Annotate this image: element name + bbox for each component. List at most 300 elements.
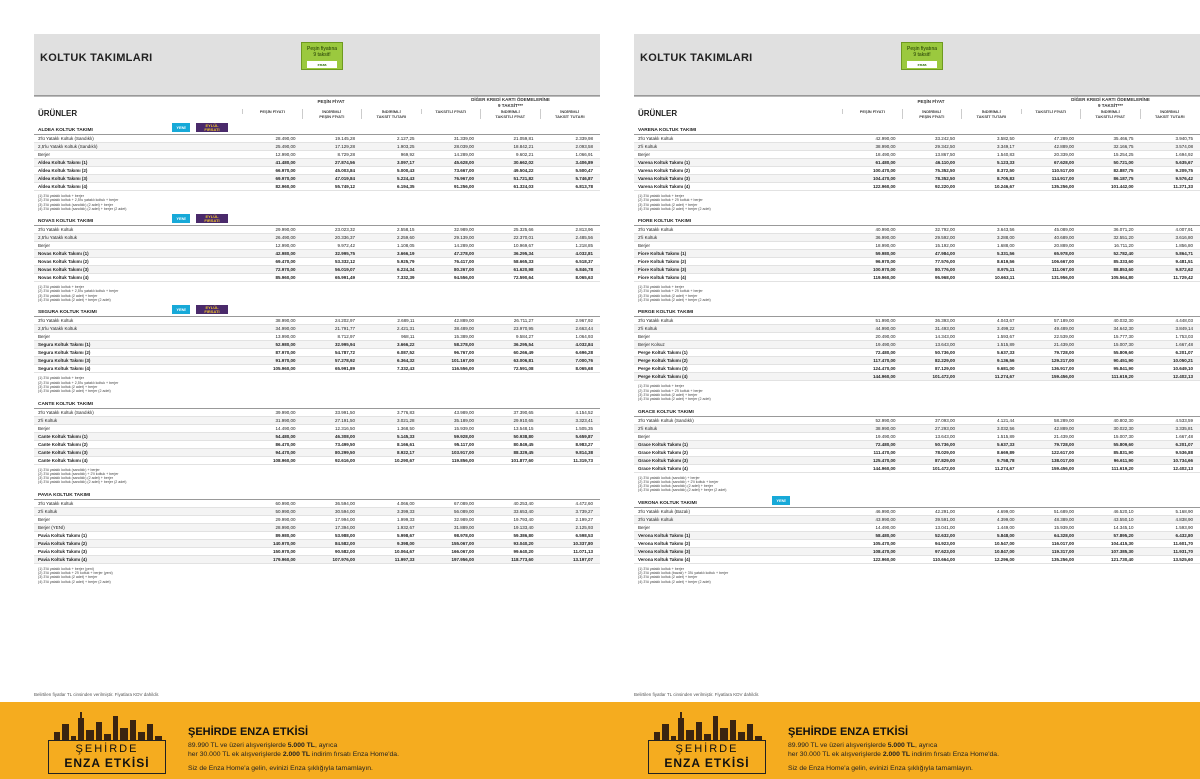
table-row [34, 234, 600, 242]
section-title: PAVIA KOLTUK TAKIMI [34, 491, 600, 500]
price-cell: 9.136,56 [996, 358, 1015, 364]
product-name: 3'lü Yataklı Koltuk [38, 318, 74, 324]
note-line: (3) 3'lü yataklı koltuk (2 adet) + berjer [38, 575, 98, 580]
price-cell: 86.470,00 [275, 441, 296, 447]
price-cell: 6.432,80 [1175, 532, 1193, 538]
price-cell: 9.536,88 [1175, 449, 1193, 455]
price-cell: 9.584,27 [515, 334, 534, 340]
price-cell: 8.619,56 [996, 259, 1015, 265]
product-name: Berjer [38, 425, 51, 431]
price-cell: 11.271,33 [1173, 184, 1193, 189]
product-section [34, 491, 600, 584]
price-cell: 19.490,00 [875, 433, 896, 439]
product-name: Cante Koltuk Takımı (1) [38, 433, 88, 439]
price-cell: 32.166,75 [1113, 144, 1134, 149]
price-cell: 1.515,89 [996, 342, 1015, 348]
price-cell: 5.848,00 [996, 532, 1015, 538]
price-cell: 3.406,89 [575, 160, 593, 165]
price-cell: 18.990,00 [875, 243, 896, 249]
price-cell: 58.289,00 [1053, 417, 1074, 423]
price-cell: 8.166,61 [396, 441, 415, 447]
note-line: (3) 3'lü yataklı koltuk (2 adet) + berjer [638, 575, 698, 580]
table-row [34, 457, 600, 465]
price-cell: 18.842,21 [513, 144, 534, 149]
product-name: Segura Koltuk Takımı (2) [38, 350, 91, 356]
price-cell: 14.490,00 [875, 524, 896, 530]
product-name: Grace Koltuk Takımı (2) [638, 449, 688, 455]
set-notes [634, 381, 1200, 401]
price-cell: 4.699,00 [996, 508, 1015, 514]
note-line: (3) 3'lü yataklı koltuk (2 adet) + berjer [638, 392, 698, 397]
price-cell: 7.332,39 [396, 275, 415, 281]
price-cell: 2.663,44 [575, 326, 593, 332]
product-name: Pavia Koltuk Takımı (4) [38, 556, 87, 562]
table-row [34, 325, 600, 333]
new-badge: YENİ [772, 496, 790, 505]
price-cell: 116.556,00 [451, 366, 474, 372]
table-row [34, 500, 600, 508]
price-cell: 1.694,92 [1175, 152, 1193, 157]
price-cell: 4.154,52 [575, 409, 593, 415]
new-badge: YENİ [172, 214, 190, 223]
table-row [34, 516, 600, 524]
price-cell: 5.000,43 [396, 168, 415, 173]
section-title: FIORE KOLTUK TAKIMI [634, 217, 1200, 226]
price-cell: 58.480,00 [875, 532, 896, 538]
product-name: 2'li Koltuk [638, 425, 658, 431]
column-label: TAKSİTLİ FİYATI [1021, 109, 1081, 114]
section-title: VARENA KOLTUK TAKIMI [634, 126, 1200, 135]
note-line: (1) 3'lü yataklı koltuk + berjer [38, 376, 84, 381]
price-cell: 54.480,00 [275, 433, 296, 439]
price-cell: 94.470,00 [275, 449, 296, 455]
price-cell: 5.168,90 [1175, 508, 1193, 514]
price-cell: 37.390,65 [513, 409, 534, 415]
set-notes [34, 282, 600, 302]
price-cell: 17.994,00 [334, 516, 355, 522]
price-cell: 55.809,60 [1113, 441, 1134, 447]
price-cell: 119.960,00 [873, 275, 896, 281]
price-cell: 179.960,00 [272, 556, 296, 562]
price-cell: 48.389,00 [1053, 516, 1074, 522]
price-cell: 9.602,21 [515, 152, 534, 157]
price-cell: 131.956,00 [1051, 275, 1074, 281]
product-name: Verona Koltuk Takımı (4) [638, 556, 691, 562]
table-row [634, 135, 1200, 143]
price-cell: 5.637,33 [996, 350, 1015, 356]
product-name: Berjer [638, 334, 651, 340]
price-cell: 13.867,50 [934, 152, 955, 157]
price-cell: 2.558,15 [396, 227, 415, 233]
price-cell: 46.110,00 [935, 160, 955, 165]
price-cell: 89.980,00 [275, 532, 296, 538]
price-cell: 82.229,00 [934, 358, 955, 364]
product-name: Novas Koltuk Takımı (1) [38, 251, 89, 257]
note-line: (2) 3'lü yataklı koltuk (sandıklı) + 2'li koltuk + berjer [38, 471, 119, 476]
page-title: KOLTUK TAKIMLARI [640, 52, 753, 64]
price-cell: 2.125,93 [575, 524, 593, 530]
note-line: (1) 3'lü yataklı koltuk + berjer [638, 384, 684, 389]
price-cell: 47.984,00 [934, 251, 955, 257]
price-cell: 11.319,73 [573, 457, 593, 463]
price-cell: 100.470,00 [872, 168, 896, 173]
column-label: PEŞİN FİYATI [842, 109, 902, 114]
price-cell: 52.990,00 [875, 417, 896, 423]
note-line: (2) 3'lü yataklı koltuk + 2'li koltuk + berjer [638, 289, 703, 294]
note-line: (4) 3'lü yataklı koltuk (2 adet) + berjer (2 adet) [38, 389, 111, 394]
price-cell: 5.635,67 [1175, 160, 1193, 165]
price-cell: 57.895,20 [1113, 532, 1134, 538]
note-line: (4) 3'lü yataklı koltuk (sandıklı) (2 adet) + berjer (2 adet) [38, 480, 127, 485]
price-cell: 19.793,40 [513, 516, 534, 522]
price-cell: 39.990,00 [275, 409, 296, 415]
price-cell: 80.776,00 [934, 267, 955, 273]
right-page [634, 34, 1200, 584]
price-cell: 1.505,35 [575, 425, 593, 431]
product-name: 2'li Koltuk [638, 235, 658, 241]
table-row [634, 234, 1200, 242]
note-line: (4) 3'lü yataklı koltuk (2 adet) + berjer (2 adet) [38, 579, 111, 584]
price-cell: 5.864,71 [1175, 251, 1193, 257]
price-cell: 26.490,00 [275, 235, 296, 241]
price-table-header [34, 34, 600, 96]
price-cell: 159.456,00 [1051, 465, 1074, 471]
price-cell: 5.637,33 [996, 441, 1015, 447]
price-cell: 4.448,03 [1175, 318, 1193, 324]
price-cell: 32.792,00 [934, 227, 955, 233]
price-cell: 40.032,30 [1113, 318, 1134, 324]
price-cell: 87.129,00 [934, 366, 955, 372]
price-cell: 1.903,25 [396, 144, 415, 149]
price-cell: 28.990,00 [275, 524, 296, 530]
column-label: İNDİRİMLİ TAKSİT TUTARI [361, 109, 421, 119]
price-cell: 197.956,00 [451, 556, 474, 562]
table-row [634, 508, 1200, 516]
section-title: PERGE KOLTUK TAKIMI [634, 308, 1200, 317]
price-cell: 105.960,00 [272, 366, 296, 372]
price-cell: 3.323,41 [575, 417, 593, 423]
price-cell: 40.253,40 [513, 500, 534, 506]
price-cell: 2.259,60 [396, 235, 415, 241]
price-cell: 47.289,00 [1053, 136, 1074, 141]
price-cell: 104.470,00 [872, 176, 896, 181]
table-row [634, 325, 1200, 333]
product-name: Pavia Koltuk Takımı (2) [38, 540, 87, 546]
price-cell: 1.999,33 [396, 516, 415, 522]
price-cell: 72.480,00 [875, 441, 896, 447]
price-cell: 34.642,30 [1113, 326, 1134, 332]
price-cell: 44.990,00 [875, 326, 896, 332]
price-cell: 94.923,00 [934, 540, 955, 546]
table-row [34, 365, 600, 373]
table-row [634, 274, 1200, 282]
table-row [34, 258, 600, 266]
price-cell: 65.991,49 [334, 275, 355, 281]
product-name: Berjer Kolsuz [638, 342, 665, 348]
price-cell: 11.274,67 [994, 374, 1015, 380]
price-cell: 6.201,07 [1175, 441, 1193, 447]
price-cell: 31.990,00 [275, 417, 296, 423]
price-cell: 8.983,27 [575, 441, 593, 447]
price-cell: 31.493,00 [934, 326, 955, 332]
price-cell: 87.970,00 [275, 350, 296, 356]
product-name: 2,5'lu Yataklı Koltuk (Sandıklı) [38, 144, 98, 149]
table-row [34, 556, 600, 564]
price-cell: 56.089,00 [453, 508, 474, 514]
price-cell: 8.705,83 [996, 176, 1015, 181]
price-cell: 49.504,22 [513, 168, 534, 173]
product-name: 2,5'lu Yataklı Koltuk [38, 235, 77, 241]
price-cell: 55.749,12 [334, 184, 355, 189]
price-cell: 14.289,00 [453, 243, 474, 249]
price-cell: 3.643,56 [996, 227, 1015, 233]
table-row [34, 524, 600, 532]
price-cell: 36.393,00 [934, 318, 955, 324]
price-cell: 99.640,20 [513, 548, 534, 554]
price-cell: 155.067,00 [451, 540, 474, 546]
price-cell: 1.667,48 [1175, 433, 1193, 439]
table-row [634, 250, 1200, 258]
table-row [34, 441, 600, 449]
price-cell: 1.688,00 [996, 243, 1015, 249]
price-cell: 1.856,80 [1175, 243, 1193, 249]
price-cell: 9.758,78 [996, 457, 1015, 463]
price-cell: 59.928,00 [453, 433, 474, 439]
column-label: İNDİRİMLİ TAKSİTLİ FİYAT [480, 109, 540, 119]
table-row [634, 357, 1200, 365]
price-cell: 84.582,00 [334, 540, 355, 546]
price-cell: 88.853,60 [1113, 267, 1134, 273]
table-row [34, 159, 600, 167]
note-line: (2) 3'lü yataklı koltuk (bazalı) + 3'lü yataklı koltuk + berjer [638, 571, 729, 576]
price-cell: 57.189,00 [1053, 318, 1074, 324]
price-cell: 65.991,89 [334, 366, 355, 372]
price-cell: 40.802,30 [1113, 417, 1134, 423]
note-line: (3) 3'lü yataklı koltuk (sandıklı) (2 adet) + berjer [38, 476, 114, 481]
price-cell: 3.582,50 [996, 136, 1015, 141]
price-cell: 78.352,50 [934, 176, 955, 181]
price-cell: 101.877,60 [510, 457, 534, 463]
price-cell: 122.617,00 [1051, 449, 1074, 455]
price-cell: 9.209,75 [1175, 168, 1193, 173]
product-name: Verona Koltuk Takımı (1) [638, 532, 691, 538]
column-label: İNDİRİMLİ TAKSİT TUTARI [1140, 109, 1200, 119]
price-cell: 32.989,00 [453, 516, 474, 522]
price-cell: 94.556,00 [453, 275, 474, 281]
product-name: Segura Koltuk Takımı (3) [38, 358, 91, 364]
price-cell: 98.978,00 [453, 532, 474, 538]
price-cell: 12.316,50 [334, 425, 355, 431]
section-title: GRACE KOLTUK TAKIMI [634, 408, 1200, 417]
installment-badge: Peşin fiyatına 9 taksit! enza [901, 42, 943, 70]
product-section [634, 308, 1200, 401]
price-cell: 93.040,20 [513, 540, 534, 546]
price-cell: 3.399,33 [396, 508, 415, 514]
price-cell: 3.335,81 [1175, 425, 1193, 431]
price-cell: 77.576,00 [934, 259, 955, 265]
price-cell: 40.990,00 [875, 227, 896, 233]
price-cell: 55.809,60 [1113, 350, 1134, 356]
price-cell: 138.017,00 [1051, 457, 1074, 463]
price-cell: 61.620,98 [513, 267, 534, 273]
price-cell: 9.398,00 [396, 540, 415, 546]
price-cell: 2.093,58 [575, 144, 593, 149]
price-cell: 9.972,42 [337, 243, 355, 249]
product-name: 2'li Koltuk [38, 508, 58, 514]
price-cell: 63.006,81 [513, 358, 534, 364]
product-name: Cante Koltuk Takımı (3) [38, 449, 88, 455]
price-cell: 15.007,30 [1113, 433, 1134, 439]
price-cell: 10.064,67 [394, 548, 415, 554]
note-line: (1) 3'lü yataklı koltuk + berjer [38, 285, 84, 290]
price-cell: 12.402,13 [1172, 465, 1193, 471]
price-cell: 29.342,50 [934, 144, 955, 149]
price-cell: 51.721,82 [513, 176, 534, 181]
price-cell: 28.490,00 [275, 136, 296, 141]
price-cell: 64.328,00 [1053, 532, 1074, 538]
column-label: İNDİRİMLİ PEŞİN FİYATI [302, 109, 362, 119]
table-row [34, 508, 600, 516]
price-cell: 6.598,53 [575, 532, 593, 538]
note-line: (3) 3'lü yataklı koltuk (2 adet) + berjer [38, 384, 98, 389]
promo-banner [0, 702, 600, 779]
price-cell: 1.218,85 [575, 243, 593, 249]
price-cell: 4.472,60 [575, 500, 593, 506]
price-cell: 33.242,50 [934, 136, 955, 141]
price-cell: 22.370,01 [513, 235, 534, 241]
new-badge: YENİ [172, 305, 190, 314]
installment-badge: Peşin fiyatına 9 taksit! enza [301, 42, 343, 70]
price-cell: 35.189,00 [453, 417, 474, 423]
price-cell: 43.550,10 [1113, 516, 1134, 522]
table-row [634, 183, 1200, 191]
price-cell: 1.593,67 [996, 334, 1015, 340]
table-row [634, 242, 1200, 250]
price-cell: 7.000,76 [575, 358, 593, 364]
price-cell: 17.129,28 [334, 144, 355, 149]
product-section [634, 408, 1200, 493]
table-row [634, 333, 1200, 341]
price-cell: 166.067,00 [451, 548, 474, 554]
price-cell: 87.829,00 [934, 457, 955, 463]
promo-banner [600, 702, 1200, 779]
product-name: 2,5'lu Yataklı Koltuk [38, 326, 77, 332]
price-cell: 49.489,00 [1053, 326, 1074, 332]
price-cell: 50.721,00 [1113, 160, 1134, 165]
price-cell: 18.490,00 [875, 152, 896, 157]
product-name: 3'lü Yataklı Koltuk (Sandıklı) [38, 136, 94, 141]
price-cell: 46.990,00 [875, 508, 896, 514]
price-cell: 136.917,00 [1051, 366, 1074, 372]
price-cell: 30.022,30 [1113, 425, 1134, 431]
banner-text: 89.990 TL ve üzeri alışverişlerde 5.000 TL, ayrıca her 30.000 TL ek alışverişlerde 2.000 TL indirim fırsatı Enza Home'da. [788, 742, 999, 758]
price-cell: 13.643,00 [934, 342, 955, 348]
price-cell: 39.591,00 [934, 516, 955, 522]
product-name: Fiore Koltuk Takımı (2) [638, 259, 687, 265]
price-cell: 1.368,50 [396, 425, 415, 431]
price-cell: 85.831,90 [1113, 449, 1134, 455]
product-name: Aldea Koltuk Takımı (2) [38, 168, 88, 173]
table-row [634, 540, 1200, 548]
set-notes [34, 191, 600, 211]
price-cell: 85.960,00 [275, 275, 296, 281]
price-cell: 140.970,00 [272, 540, 296, 546]
price-cell: 9.576,42 [1175, 176, 1193, 181]
price-cell: 30.662,02 [513, 160, 534, 165]
price-cell: 95.117,00 [454, 441, 474, 447]
column-header [34, 96, 600, 120]
price-cell: 10.847,00 [994, 548, 1015, 554]
product-name: Varena Koltuk Takımı (4) [638, 184, 690, 189]
price-cell: 104.415,30 [1110, 540, 1134, 546]
price-cell: 65.978,00 [1053, 251, 1074, 257]
note-line: (4) 3'lü yataklı koltuk (sandıklı) (2 adet) + berjer (2 adet) [38, 206, 127, 211]
price-cell: 13.525,60 [1172, 556, 1193, 562]
table-row [634, 524, 1200, 532]
price-cell: 42.889,00 [1053, 144, 1074, 149]
price-cell: 32.989,00 [453, 227, 474, 233]
cash-price-group: PEŞİN FİYAT [317, 99, 345, 104]
price-cell: 10.337,80 [572, 540, 593, 546]
product-name: Grace Koltuk Takımı (1) [638, 441, 688, 447]
page-title: KOLTUK TAKIMLARI [40, 52, 153, 64]
price-cell: 124.470,00 [872, 366, 896, 372]
price-cell: 11.729,42 [1173, 275, 1193, 281]
price-cell: 135.256,00 [1051, 556, 1074, 562]
enza-logo: ŞEHİRDE ENZA ETKİSİ [648, 740, 766, 774]
product-name: 3'lü Yataklı Koltuk (Sandıklı) [38, 409, 94, 415]
product-name: 3'lü Yataklı Koltuk [638, 516, 674, 522]
price-cell: 100.970,00 [872, 267, 896, 273]
price-cell: 135.256,00 [1051, 184, 1074, 189]
price-cell: 45.628,00 [453, 160, 474, 165]
price-cell: 69.970,00 [275, 176, 296, 181]
product-name: 2'li Koltuk [38, 417, 58, 423]
price-cell: 10.663,11 [994, 275, 1015, 281]
price-cell: 1.108,05 [396, 243, 415, 249]
price-cell: 4.121,44 [996, 417, 1015, 423]
price-cell: 6.224,34 [396, 267, 415, 273]
credit-group: DİĞER KREDİ KARTI ÖDEMELERİNE 9 TAKSİT*** [471, 97, 550, 108]
price-cell: 88.329,45 [513, 449, 534, 455]
product-name: 3'lü Yataklı Koltuk [38, 227, 74, 233]
table-row [34, 317, 600, 325]
price-cell: 144.960,00 [872, 374, 896, 380]
price-cell: 4.043,67 [996, 318, 1015, 324]
price-cell: 5.998,67 [396, 532, 415, 538]
set-notes [634, 564, 1200, 584]
table-row [34, 226, 600, 234]
price-cell: 10.246,67 [994, 184, 1015, 189]
price-cell: 26.711,27 [513, 318, 534, 324]
new-badge: YENİ [172, 123, 190, 132]
price-cell: 101.442,00 [1110, 184, 1134, 189]
table-row [34, 333, 600, 341]
product-name: Berjer [638, 152, 651, 157]
price-cell: 8.729,28 [337, 152, 355, 157]
price-cell: 103.917,00 [451, 449, 474, 455]
note-line: (1) 3'lü yataklı koltuk + berjer [38, 194, 84, 198]
price-cell: 125.470,00 [872, 457, 896, 463]
price-cell: 8.712,97 [337, 334, 355, 340]
product-name: Varena Koltuk Takımı (1) [638, 160, 690, 165]
price-cell: 36.990,00 [875, 235, 896, 241]
price-cell: 5.123,33 [996, 160, 1015, 165]
price-cell: 12.990,00 [275, 243, 296, 249]
price-cell: 15.939,00 [1053, 524, 1074, 530]
price-cell: 31.339,00 [453, 136, 474, 141]
price-cell: 19.133,40 [513, 524, 534, 530]
